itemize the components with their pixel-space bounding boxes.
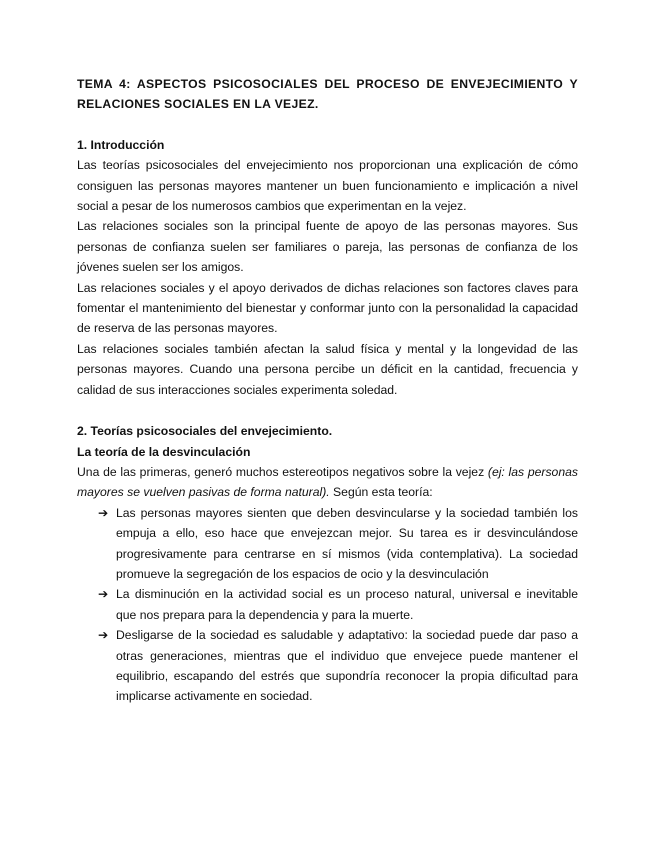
subsection-heading: La teoría de la desvinculación — [77, 444, 251, 459]
intro-text-end: Según esta teoría: — [329, 485, 433, 500]
intro-example: (ej: las personas mayores se vuelven pasivas de forma natural). — [77, 464, 578, 500]
list-item — [98, 503, 578, 585]
list-item-text: Desligarse de la sociedad es saludable y adaptativo: la sociedad puede dar paso a otras generaciones, mientras que el individuo que envejece puede mantener el equilibrio, escapando del estrés que supondría reconocer la propia dificultad para implicarse activamente en sociedad. — [116, 628, 578, 704]
arrow-bullet-icon: ➔ — [98, 505, 109, 520]
arrow-bullet-icon: ➔ — [98, 628, 109, 643]
bullet-list — [77, 503, 578, 707]
paragraph: Las relaciones sociales son la principal fuente de apoyo de las personas mayores. Sus personas de confianza suelen ser familiares o pareja, las personas de confianza de los jóvenes suelen ser los amigos. — [77, 219, 578, 275]
list-item-text: Las personas mayores sienten que deben desvincularse y la sociedad también los empuja a ello, eso hace que envejezcan mejor. Su tarea es ir desvinculándose progresivamente para centrarse en sí mismos (vida contemplativa). La sociedad promueve la segregación de los espacios de ocio y la desvinculación — [116, 505, 578, 581]
list-item-text: La disminución en la actividad social es un proceso natural, universal e inevitable que nos prepara para la dependencia y para la muerte. — [116, 587, 578, 622]
section-2-heading: 2. Teorías psicosociales del envejecimiento. — [77, 424, 333, 439]
title-line-1: TEMA 4: ASPECTOS PSICOSOCIALES DEL PROCESO DE ENVEJECIMIENTO Y — [77, 77, 578, 91]
paragraph: Las relaciones sociales y el apoyo derivados de dichas relaciones son factores claves para fomentar el mantenimiento del bienestar y conformar junto con la personalidad la capacidad de reserva de las personas mayores. — [77, 280, 578, 336]
list-item — [98, 584, 578, 625]
paragraph: Las teorías psicosociales del envejecimiento nos proporcionan una explicación de cómo consiguen las personas mayores mantener un buen funcionamiento e implicación a nivel social a pesar de los numerosos cambios que experimentan en la vejez. — [77, 158, 578, 214]
paragraph: Las relaciones sociales también afectan la salud física y mental y la longevidad de las personas mayores. Cuando una persona percibe un déficit en la cantidad, frecuencia y calidad de sus interacciones sociales experimenta soledad. — [77, 341, 578, 397]
page-title — [77, 74, 578, 115]
title-line-2: RELACIONES SOCIALES EN LA VEJEZ. — [77, 97, 319, 112]
section-1-heading: 1. Introducción — [77, 137, 165, 152]
list-item — [98, 625, 578, 707]
intro-paragraph — [77, 462, 578, 503]
arrow-bullet-icon: ➔ — [98, 587, 109, 602]
intro-text: Una de las primeras, generó muchos estereotipos negativos sobre la vejez — [77, 464, 488, 479]
